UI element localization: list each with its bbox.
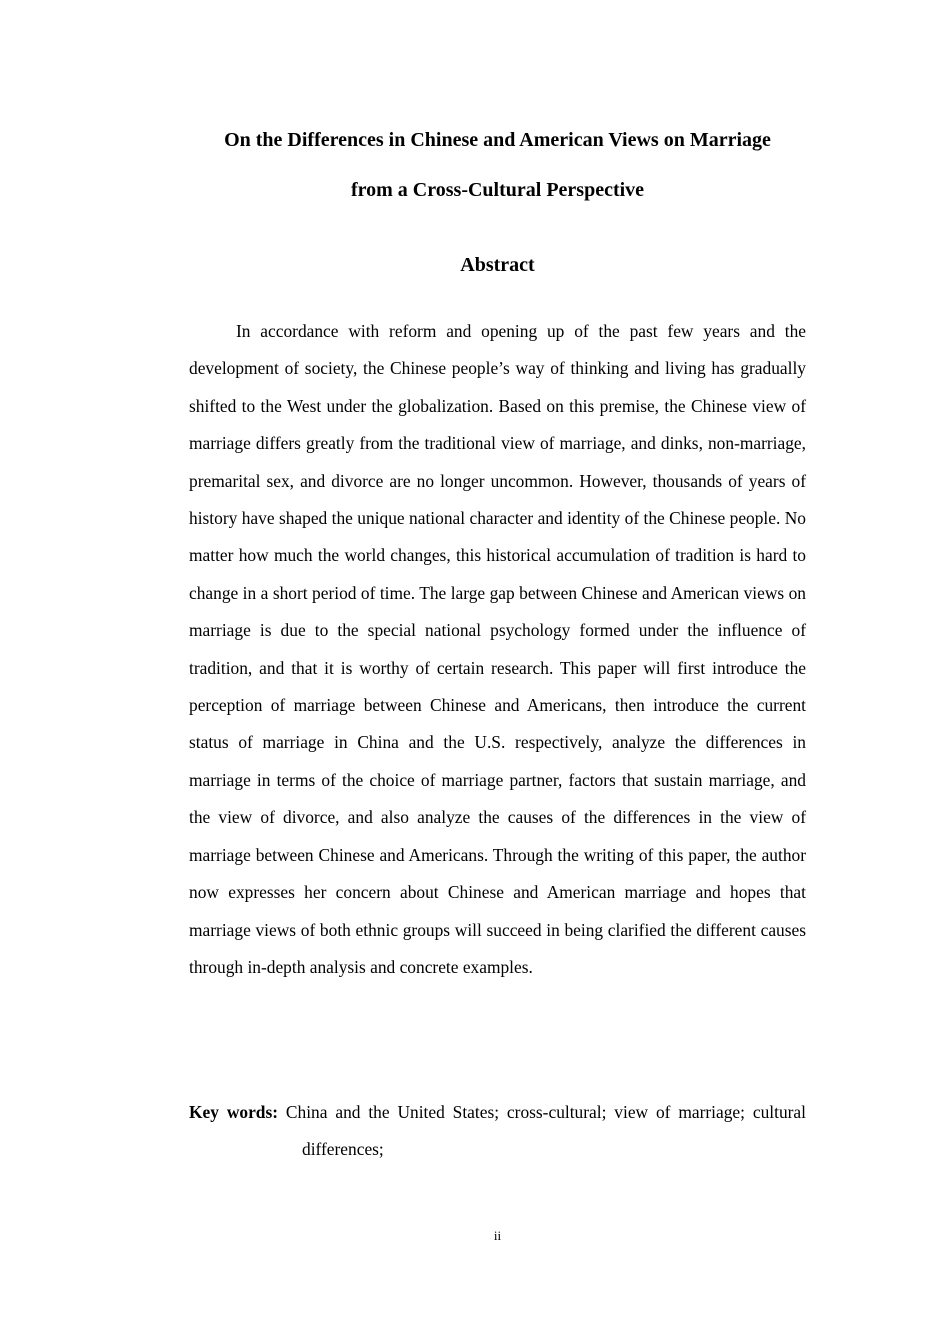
paper-title-line-1: On the Differences in Chinese and American Views on Marriage (224, 129, 771, 151)
keywords-label: Key words: (189, 1102, 279, 1122)
abstract-body: In accordance with reform and opening up of the past few years and the development of society, the Chinese people’s way of thinking and living has gradually shifted to the West under the globalization. Based on this premise, the Chinese view of marriage differs greatly from the traditional view of marriage, and dinks, non-marriage, premarital sex, and divorce are no longer uncommon. However, thousands of years of history have shaped the unique national character and identity of the Chinese people. No matter how much the world changes, this historical accumulation of tradition is hard to change in a short period of time. The large gap between Chinese and American views on marriage is due to the special national psychology formed under the influence of tradition, and that it is worthy of certain research. This paper will first introduce the perception of marriage between Chinese and Americans, then introduce the current status of marriage in China and the U.S. respectively, analyze the differences in marriage in terms of the choice of marriage partner, factors that sustain marriage, and the view of divorce, and also analyze the causes of the differences in the view of marriage between Chinese and Americans. Through the writing of this paper, the author now expresses her concern about Chinese and American marriage and hopes that marriage views of both ethnic groups will succeed in being clarified the different causes through in-depth analysis and concrete examples. (189, 321, 806, 977)
abstract-heading: Abstract (460, 254, 535, 276)
paper-title-line-2: from a Cross-Cultural Perspective (350, 179, 645, 201)
keywords-text: China and the United States; cross-cultural; view of marriage; cultural differences; (285, 1102, 806, 1160)
keywords-block (189, 1094, 806, 1169)
page-number: ii (493, 1228, 502, 1243)
